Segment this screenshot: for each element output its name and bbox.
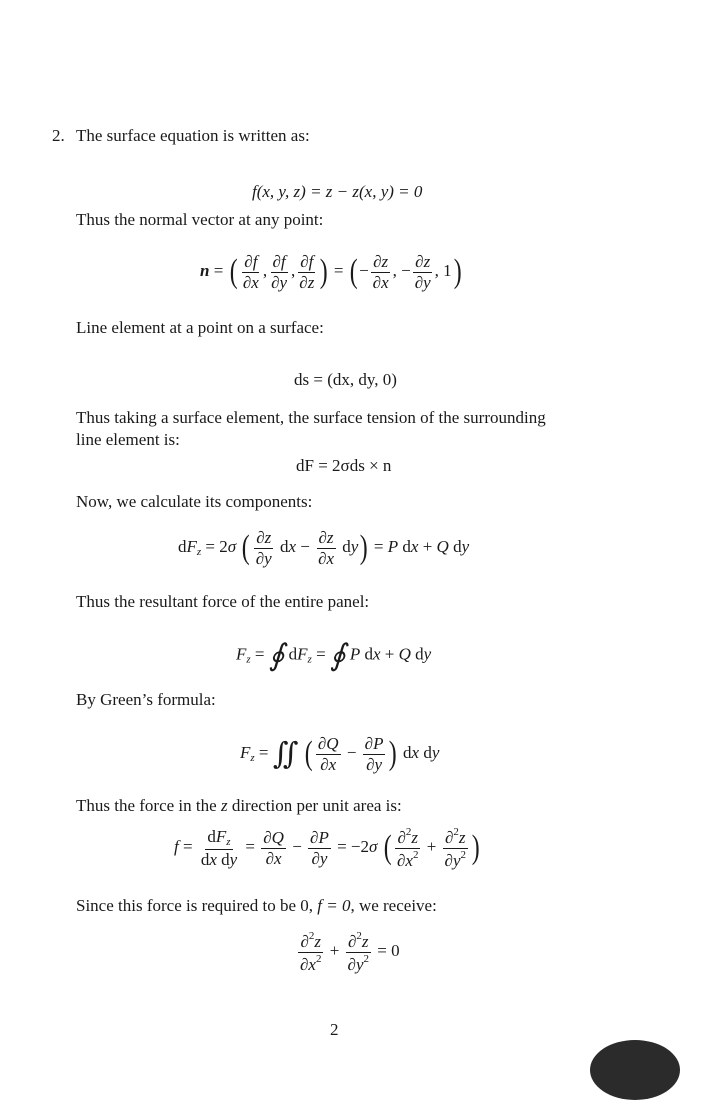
text-normal-vector: Thus the normal vector at any point: (76, 210, 324, 229)
equation-surface: f(x, y, z) = z − z(x, y) = 0 (252, 182, 423, 201)
equation-dF: dF = 2σds × n (296, 456, 392, 475)
equation-dFz: $dF_z = 2\sigma$ ( $\frac{\partial z}{\partial y}$ dx − $\frac{\partial z}{\partial x}$ dy) = P dx + Q dy (178, 528, 470, 568)
equation-f: f = $\frac{dF_z}{\text{dx dy}}$ = $\frac{\partial Q}{\partial x}$ − $\frac{\partial P}{\partial y}$ = −2σ ( $\frac{\partial^2z}{\partial x^2}$ + $\frac{\partial^2z}{\partial y^2}$ ) (174, 826, 480, 870)
text-components: Now, we calculate its components: (76, 492, 313, 511)
equation-normal-vector: n = ( $\frac{\partial f}{\partial x}$ , $\frac{\partial f}{\partial y}$ , $\frac{\partial f}{\partial z}$ ) = (− $\frac{\partial z}{\partial x}$ , − $\frac{\partial z}{\partial y}$ , 1) (200, 252, 462, 292)
text-required-zero: Since this force is required to be 0, f = 0, we receive: (76, 896, 437, 915)
equation-Fz-contour: $F_z$ = ∮ $dF_z$ = ∮ P dx + Q dy (236, 639, 432, 672)
text-greens-formula: By Green’s formula: (76, 690, 216, 709)
page-number: 2 (330, 1020, 339, 1039)
floating-button-corner[interactable] (590, 1040, 680, 1100)
text-force-per-area: Thus the force in the z direction per unit area is: (76, 796, 402, 815)
text-surface-tension-1: Thus taking a surface element, the surface tension of the surrounding (76, 408, 546, 427)
text-resultant-force: Thus the resultant force of the entire panel: (76, 592, 370, 611)
text-line-element: Line element at a point on a surface: (76, 318, 324, 337)
item-label: 2. (52, 126, 65, 145)
equation-laplace: $\frac{\partial^2z}{\partial x^2}$ + $\frac{\partial^2z}{\partial y^2}$ = 0 (300, 930, 400, 974)
equation-Fz-greens: $F_z$ = ∬ ( $\frac{\partial Q}{\partial x}$ − $\frac{\partial P}{\partial y}$ ) dx dy (240, 734, 440, 774)
text-surface-equation: The surface equation is written as: (76, 126, 310, 145)
equation-line-element: ds = (dx, dy, 0) (294, 370, 397, 389)
text-surface-tension-2: line element is: (76, 430, 180, 449)
